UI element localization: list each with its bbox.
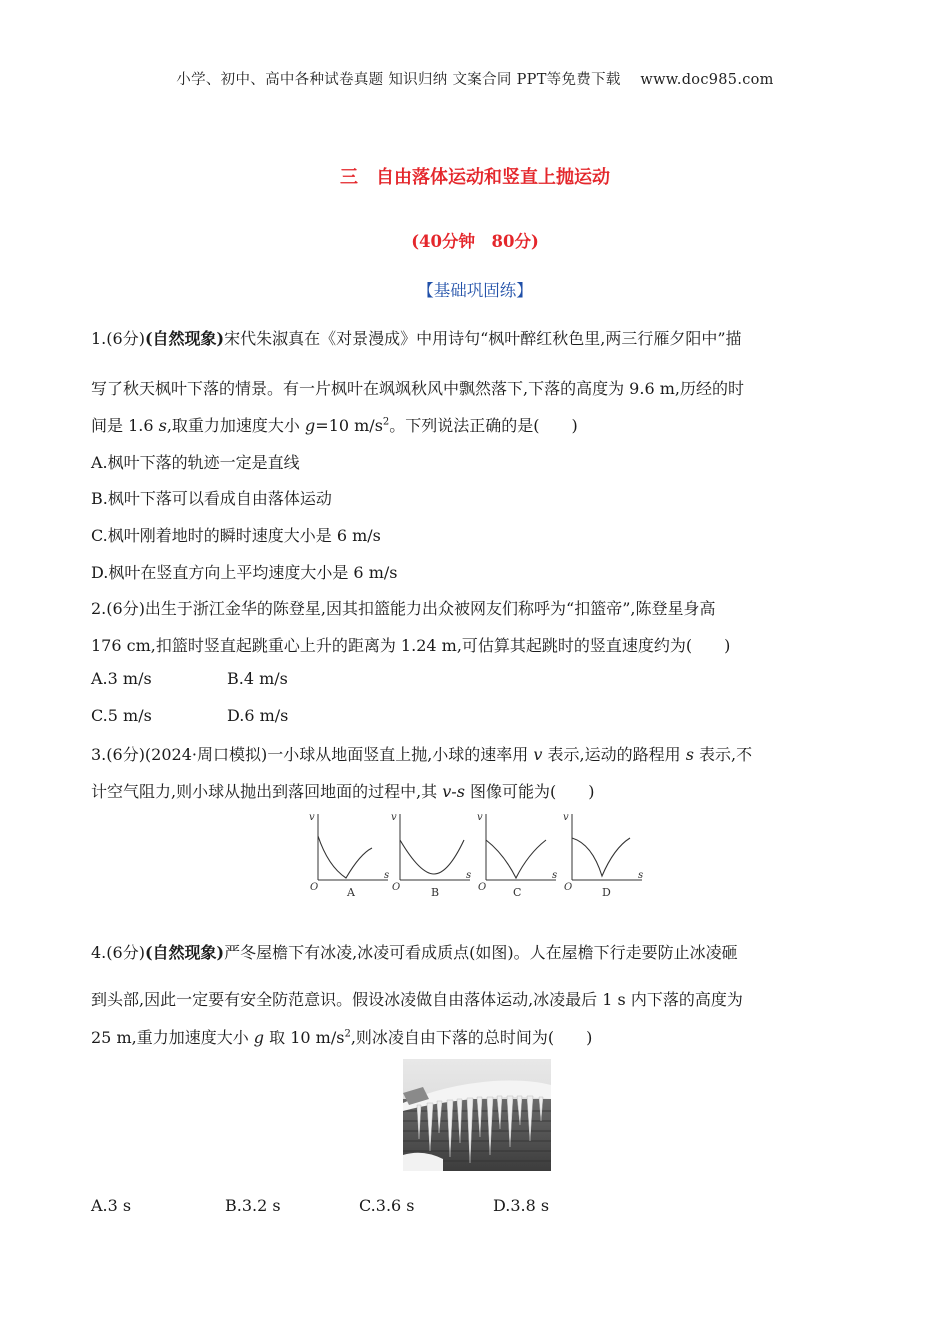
q1-text3b: ,取重力加速度大小 xyxy=(166,416,306,435)
page-title: 三 自由落体运动和竖直上抛运动 xyxy=(340,167,610,188)
q4-options-row xyxy=(91,1196,881,1215)
q1-symbol-g: g xyxy=(305,416,316,435)
q1-line2: 写了秋天枫叶下落的情景。有一片枫叶在飒飒秋风中飘然落下,下落的高度为 9.6 m,历经的时 xyxy=(91,379,744,398)
time-score: (40分钟 80分) xyxy=(411,232,539,251)
q3-graph-d-label: D xyxy=(602,886,611,899)
q3-graph-c-origin: O xyxy=(478,882,487,893)
q4-text3c: ,则冰凌自由下落的总时间为( ) xyxy=(350,1028,593,1047)
q3-graph-d-s-label: s xyxy=(638,870,644,881)
q3-graph-d-v-label: v xyxy=(563,812,569,823)
q4-sup: 2 xyxy=(344,1028,351,1040)
q2-options-row2 xyxy=(91,706,881,725)
q3-graph-c-s-label: s xyxy=(552,870,558,881)
q1-option-d: D.枫叶在竖直方向上平均速度大小是 6 m/s xyxy=(91,563,398,582)
q3-graph-a-label: A xyxy=(347,886,355,899)
q3-graph-b-label: B xyxy=(431,886,440,899)
q1-option-b: B.枫叶下落可以看成自由落体运动 xyxy=(91,489,332,508)
page-header: 小学、初中、高中各种试卷真题 知识归纳 文案合同 PPT等免费下载 www.doc985.com xyxy=(176,72,774,88)
q4-option-b: B.3.2 s xyxy=(225,1196,281,1215)
q1-text3d: 。下列说法正确的是( ) xyxy=(389,416,578,435)
q4-option-a: A.3 s xyxy=(91,1196,132,1215)
q4-line3 xyxy=(91,1025,881,1048)
q1-text1: 宋代朱淑真在《对景漫成》中用诗句“枫叶醉红秋色里,两三行雁夕阳中”描 xyxy=(224,329,742,348)
q4-text3b: 取 10 m/s xyxy=(264,1028,345,1047)
q3-graph-a-curve xyxy=(318,836,372,878)
q2-line1: 2.(6分)出生于浙江金华的陈登星,因其扣篮能力出众被网友们称呼为“扣篮帝”,陈登星身高 xyxy=(91,599,716,618)
q4-tag: (自然现象) xyxy=(144,943,225,962)
q4-text1: 严冬屋檐下有冰凌,冰凌可看成质点(如图)。人在屋檐下行走要防止冰凌砸 xyxy=(224,943,738,962)
q4-option-c: C.3.6 s xyxy=(359,1196,415,1215)
q3-graph-c-curve xyxy=(486,840,546,878)
q3-graph-b-curve xyxy=(400,840,464,874)
q3-text1c: 表示,不 xyxy=(693,745,753,764)
q1-tag: (自然现象) xyxy=(144,329,225,348)
q3-graph-d-curve xyxy=(572,838,630,876)
q1-sup: 2 xyxy=(382,416,390,428)
q3-symbol-s: s xyxy=(685,745,694,764)
q3-vs-graphs xyxy=(300,808,650,904)
q3-graph-a xyxy=(318,814,388,880)
q1-option-a: A.枫叶下落的轨迹一定是直线 xyxy=(91,453,300,472)
q1-number: 1.(6分) xyxy=(91,329,145,348)
q3-graph-b-v-label: v xyxy=(391,812,397,823)
icicle-photo xyxy=(403,1059,551,1171)
q1-text3a: 间是 1.6 xyxy=(91,416,159,435)
q3-line2 xyxy=(91,779,881,802)
q3-graph-c-label: C xyxy=(513,886,522,899)
q3-graph-b-s-label: s xyxy=(466,870,472,881)
q3-text1b: 表示,运动的路程用 xyxy=(542,745,686,764)
q3-graph-b-origin: O xyxy=(392,882,401,893)
q4-option-d: D.3.8 s xyxy=(493,1196,550,1215)
q3-graph-c-v-label: v xyxy=(477,812,483,823)
q2-line2: 176 cm,扣篮时竖直起跳重心上升的距离为 1.24 m,可估算其起跳时的竖直速度约为( ) xyxy=(91,636,731,655)
q1-option-c: C.枫叶刚着地时的瞬时速度大小是 6 m/s xyxy=(91,526,381,545)
q1-text3c: =10 m/s xyxy=(315,416,383,435)
q3-graph-d xyxy=(572,814,642,880)
q3-graph-c xyxy=(486,814,556,880)
q4-symbol-g: g xyxy=(253,1028,265,1047)
q1-line1 xyxy=(91,326,881,349)
q3-symbol-vs: v-s xyxy=(442,782,465,801)
q4-line2: 到头部,因此一定要有安全防范意识。假设冰凌做自由落体运动,冰凌最后 1 s 内下落的高度为 xyxy=(91,990,743,1009)
q3-graph-a-origin: O xyxy=(310,882,319,893)
q3-graph-b xyxy=(400,814,470,880)
q3-graph-d-origin: O xyxy=(564,882,573,893)
q1-line3 xyxy=(91,413,881,436)
q2-option-d: D.6 m/s xyxy=(227,706,289,725)
q4-line1 xyxy=(91,940,881,963)
q3-text2a: 计空气阻力,则小球从抛出到落回地面的过程中,其 xyxy=(91,782,443,801)
section-heading: 【基础巩固练】 xyxy=(417,281,533,300)
q1-unit-s: s xyxy=(158,416,167,435)
q2-option-a: A.3 m/s xyxy=(91,669,152,688)
q2-options-row1 xyxy=(91,669,881,688)
q4-number: 4.(6分) xyxy=(91,943,145,962)
q3-text2b: 图像可能为( ) xyxy=(464,782,595,801)
q2-option-b: B.4 m/s xyxy=(227,669,288,688)
q3-graph-a-v-label: v xyxy=(309,812,315,823)
q4-text3a: 25 m,重力加速度大小 xyxy=(91,1028,254,1047)
q3-line1 xyxy=(91,742,881,765)
q3-graph-a-s-label: s xyxy=(384,870,390,881)
q3-text1a: 3.(6分)(2024·周口模拟)一小球从地面竖直上抛,小球的速率用 xyxy=(91,745,534,764)
q3-symbol-v: v xyxy=(533,745,543,764)
q2-option-c: C.5 m/s xyxy=(91,706,152,725)
